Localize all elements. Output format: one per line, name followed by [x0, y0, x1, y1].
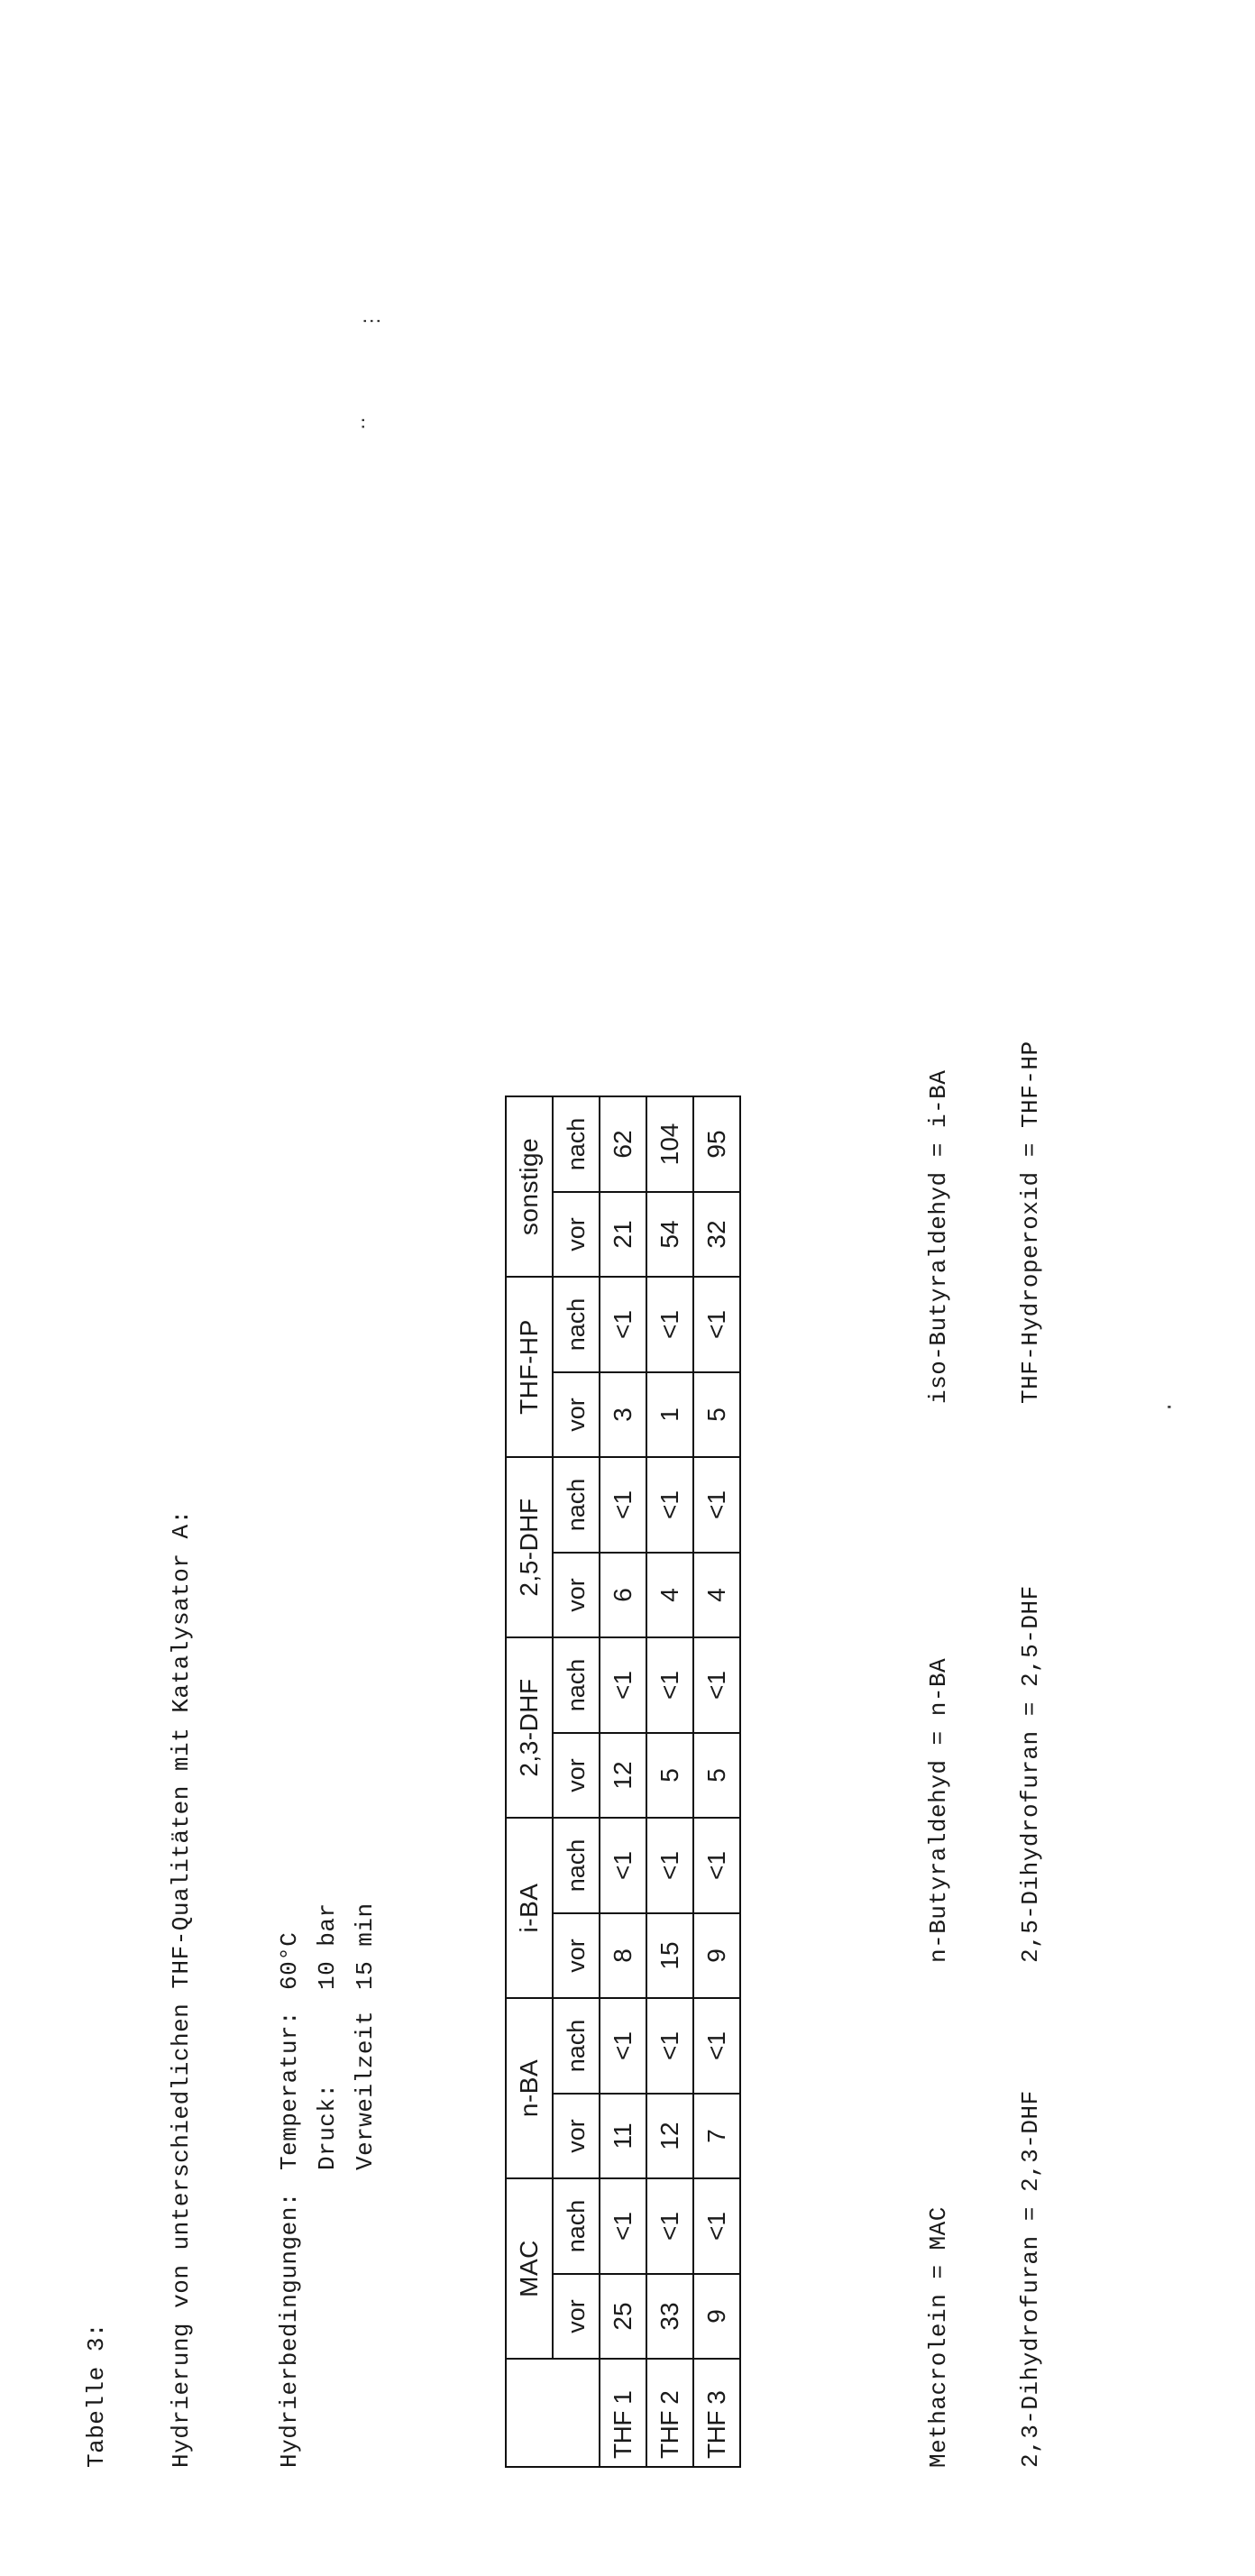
- scan-artifact-dot: ․․: [348, 417, 371, 430]
- table-corner-cell: [506, 2359, 600, 2467]
- sub-header-vor: vor: [553, 1192, 600, 1277]
- table-row: [600, 1096, 646, 2467]
- sub-header-vor: vor: [553, 1553, 600, 1637]
- conditions-row: [270, 1902, 308, 2468]
- cell: <1: [646, 1998, 693, 2094]
- cell: 1: [646, 1372, 693, 1457]
- group-header-23-dhf: 2,3-DHF: [506, 1637, 553, 1818]
- group-header-n-ba: n-BA: [506, 1998, 553, 2178]
- cell: <1: [693, 1457, 740, 1553]
- cell: 5: [693, 1372, 740, 1457]
- cell: 4: [646, 1553, 693, 1637]
- conditions-value-temperature: 60°C: [276, 1931, 303, 1990]
- cell: <1: [600, 1998, 646, 2094]
- sub-header-nach: nach: [553, 2178, 600, 2274]
- cell: 12: [646, 2094, 693, 2178]
- results-table-wrapper: [505, 1095, 741, 2468]
- sub-header-nach: nach: [553, 1096, 600, 1192]
- conditions-label: Hydrierbedingungen:: [276, 2192, 303, 2468]
- cell: 21: [600, 1192, 646, 1277]
- cell: <1: [600, 1457, 646, 1553]
- cell: 9: [693, 2274, 740, 2359]
- sub-header-nach: nach: [553, 1998, 600, 2094]
- conditions-label-spacer: [308, 2170, 346, 2468]
- scan-artifact-dot: ⋮: [362, 311, 384, 331]
- sub-header-nach: nach: [553, 1457, 600, 1553]
- cell: <1: [600, 1277, 646, 1372]
- row-label-thf-3: THF 3: [693, 2359, 740, 2467]
- cell: 12: [600, 1733, 646, 1818]
- cell: 3: [600, 1372, 646, 1457]
- cell: 32: [693, 1192, 740, 1277]
- legend-i-ba: iso-Butyraldehyd = i-BA: [925, 1069, 952, 1404]
- row-label-thf-1: THF 1: [600, 2359, 646, 2467]
- sub-header-nach: nach: [553, 1637, 600, 1733]
- cell: <1: [600, 2178, 646, 2274]
- group-header-thf-hp: THF-HP: [506, 1277, 553, 1457]
- conditions-row: [308, 1902, 346, 2468]
- sub-header-vor: vor: [553, 2094, 600, 2178]
- group-header-mac: MAC: [506, 2178, 553, 2359]
- legend-23-dhf: 2,3-Dihydrofuran = 2,3-DHF: [1017, 2090, 1045, 2468]
- cell: 9: [693, 1913, 740, 1998]
- group-header-sonstige: sonstige: [506, 1096, 553, 1277]
- legend-row: [920, 899, 957, 2468]
- conditions-key-residence-time: Verweilzeit: [352, 2010, 380, 2170]
- cell: 62: [600, 1096, 646, 1192]
- cell: <1: [693, 2178, 740, 2274]
- legend-25-dhf: 2,5-Dihydrofuran = 2,5-DHF: [1017, 1585, 1045, 1963]
- cell: 4: [693, 1553, 740, 1637]
- cell: <1: [693, 1637, 740, 1733]
- sub-header-nach: nach: [553, 1818, 600, 1913]
- group-header-25-dhf: 2,5-DHF: [506, 1457, 553, 1637]
- conditions-key-temperature: Temperatur:: [276, 2010, 303, 2170]
- cell: <1: [693, 1818, 740, 1913]
- cell: <1: [646, 2178, 693, 2274]
- cell: 8: [600, 1913, 646, 1998]
- table-number: Tabelle 3:: [83, 2322, 110, 2468]
- sub-header-vor: vor: [553, 2274, 600, 2359]
- cell: <1: [693, 1998, 740, 2094]
- sub-header-vor: vor: [553, 1913, 600, 1998]
- cell: 25: [600, 2274, 646, 2359]
- cell: 104: [646, 1096, 693, 1192]
- cell: 6: [600, 1553, 646, 1637]
- cell: 33: [646, 2274, 693, 2359]
- table-caption: Hydrierung von unterschiedlichen THF-Qualitäten mit Katalysator A:: [168, 1509, 195, 2468]
- cell: <1: [646, 1457, 693, 1553]
- results-table: [505, 1095, 741, 2468]
- row-label-thf-2: THF 2: [646, 2359, 693, 2467]
- conditions-value-residence-time: 15 min: [352, 1902, 380, 1990]
- conditions-label-spacer: [346, 2170, 384, 2468]
- legend-thf-hp: THF-Hydroperoxid = THF-HP: [1017, 1040, 1045, 1404]
- conditions-row: [346, 1902, 384, 2468]
- cell: <1: [600, 1637, 646, 1733]
- legend-n-ba: n-Butyraldehyd = n-BA: [925, 1657, 952, 1963]
- cell: 11: [600, 2094, 646, 2178]
- cell: <1: [646, 1818, 693, 1913]
- table-group-header-row: [506, 1096, 553, 2467]
- conditions-key-pressure: Druck:: [314, 2083, 342, 2170]
- legend-row: [1012, 899, 1049, 2468]
- table-sub-header-row: [553, 1096, 600, 2467]
- group-header-i-ba: i-BA: [506, 1818, 553, 1998]
- legend-mac: Methacrolein = MAC: [925, 2206, 952, 2468]
- conditions-value-pressure: 10 bar: [314, 1902, 342, 1990]
- cell: <1: [600, 1818, 646, 1913]
- cell: 7: [693, 2094, 740, 2178]
- cell: <1: [646, 1637, 693, 1733]
- hydration-conditions-block: [270, 1902, 384, 2468]
- table-row: [646, 1096, 693, 2467]
- abbreviations-legend: [866, 899, 1104, 2468]
- scan-artifact-dot: ·: [1159, 1400, 1181, 1413]
- table-row: [693, 1096, 740, 2467]
- cell: 54: [646, 1192, 693, 1277]
- sub-header-vor: vor: [553, 1733, 600, 1818]
- sub-header-nach: nach: [553, 1277, 600, 1372]
- cell: <1: [693, 1277, 740, 1372]
- cell: 15: [646, 1913, 693, 1998]
- sub-header-vor: vor: [553, 1372, 600, 1457]
- cell: <1: [646, 1277, 693, 1372]
- cell: 95: [693, 1096, 740, 1192]
- cell: 5: [646, 1733, 693, 1818]
- cell: 5: [693, 1733, 740, 1818]
